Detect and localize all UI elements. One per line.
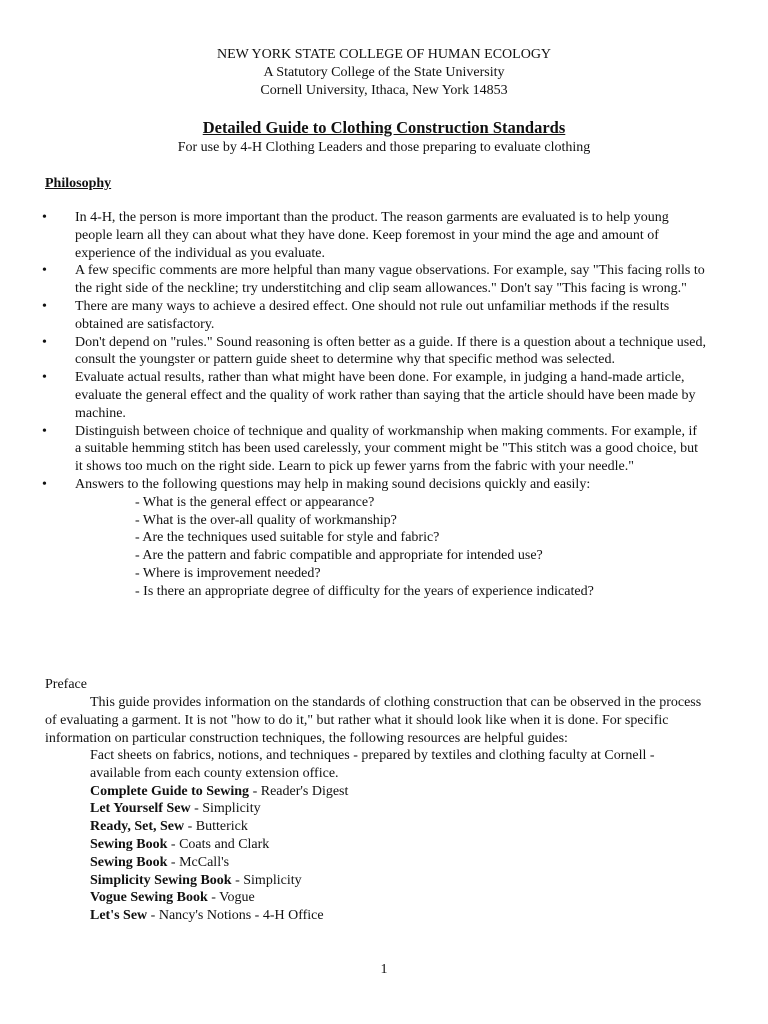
philosophy-heading: Philosophy (45, 176, 112, 191)
list-item-text: Don't depend on "rules." Sound reasoning is often better as a guide. If there is a question about a technique used, consult the youngster or pattern guide sheet to determine why that specific method was selected. (75, 334, 706, 368)
question-item: - Is there an appropriate degree of difficulty for the years of experience indicated? (135, 583, 594, 599)
institution-name: NEW YORK STATE COLLEGE OF HUMAN ECOLOGY (216, 47, 552, 62)
resource-source: - Vogue (207, 890, 255, 906)
resource-item (90, 783, 710, 801)
list-item-text: A few specific comments are more helpful than many vague observations. For example, say "This facing rolls to the right side of the neckline; try understitching and clip seam allowances." Don't say "This facing is wrong." (75, 263, 705, 297)
list-item-text: In 4-H, the person is more important than the product. The reason garments are evaluated is to help young people learn all they can about what they have done. Keep foremost in your mind the age and amount of experience of the individual as you evaluate. (75, 210, 669, 261)
resource-item (90, 818, 710, 836)
document-header (0, 46, 768, 99)
institution-address: Cornell University, Ithaca, New York 14853 (260, 82, 508, 98)
title-block (0, 118, 768, 157)
list-item (0, 209, 768, 262)
list-item (0, 423, 768, 476)
resource-title: Let Yourself Sew (90, 801, 191, 817)
resource-item (90, 854, 710, 872)
page-number: 1 (380, 962, 388, 977)
bullet-icon: • (42, 370, 47, 386)
evaluation-questions (0, 494, 768, 601)
question-item: - Are the techniques used suitable for style and fabric? (135, 530, 440, 546)
resource-list (90, 747, 710, 925)
list-item-text: Answers to the following questions may help in making sound decisions quickly and easily: (75, 476, 591, 492)
bullet-icon: • (42, 476, 47, 492)
resource-title: Vogue Sewing Book (90, 890, 208, 906)
question-item: - What is the over-all quality of workmanship? (135, 512, 397, 528)
document-title: Detailed Guide to Clothing Construction Standards (202, 118, 566, 137)
resource-title: Ready, Set, Sew (90, 819, 185, 835)
bullet-icon: • (42, 263, 47, 279)
resources-intro: Fact sheets on fabrics, notions, and techniques - prepared by textiles and clothing faculty at Cornell - available from each county extension office. (90, 748, 655, 781)
document-subtitle: For use by 4-H Clothing Leaders and those preparing to evaluate clothing (177, 140, 591, 155)
question-item: - Where is improvement needed? (135, 565, 321, 581)
resource-title: Let's Sew (90, 908, 148, 924)
list-item-text: Distinguish between choice of technique and quality of workmanship when making comments. For example, if a suitable hemming stitch has been used carelessly, your comment might be "This stitch was a good choice, but it shows too much on the right side. Learn to pick up fewer yarns from the fabric with your needle." (75, 423, 698, 475)
philosophy-list (0, 209, 768, 601)
question-item: - What is the general effect or appearance? (135, 494, 375, 510)
institution-statute: A Statutory College of the State University (263, 64, 505, 80)
bullet-icon: • (42, 210, 47, 225)
resource-source: - Butterick (184, 819, 248, 835)
resource-item (90, 907, 710, 925)
list-item (0, 476, 768, 494)
resource-title: Complete Guide to Sewing (90, 783, 250, 799)
resource-title: Simplicity Sewing Book (90, 872, 232, 888)
resource-title: Sewing Book (90, 854, 168, 870)
resource-title: Sewing Book (90, 836, 168, 852)
list-item-text: Evaluate actual results, rather than what might have been done. For example, in judging a hand-made article, evaluate the general effect and the quality of work rather than saying that the article should have been made by machine. (75, 370, 696, 421)
list-item (0, 369, 768, 422)
resource-item (90, 800, 710, 818)
resource-item (90, 889, 710, 907)
preface-heading: Preface (45, 677, 87, 692)
list-item (0, 334, 768, 370)
bullet-icon: • (42, 423, 47, 439)
resource-source: - Reader's Digest (249, 783, 349, 799)
resource-item (90, 836, 710, 854)
resource-source: - Simplicity (231, 872, 302, 888)
resource-source: - Coats and Clark (167, 836, 270, 852)
resource-item (90, 872, 710, 890)
list-item-text: There are many ways to achieve a desired effect. One should not rule out unfamiliar methods if the results obtained are satisfactory. (75, 298, 670, 332)
list-item (0, 262, 768, 298)
question-item: - Are the pattern and fabric compatible and appropriate for intended use? (135, 548, 543, 564)
resource-source: - Simplicity (190, 801, 261, 817)
resource-source: - Nancy's Notions - 4-H Office (147, 908, 324, 924)
bullet-icon: • (42, 298, 47, 314)
preface-paragraph: This guide provides information on the standards of clothing construction that can be observed in the process of evaluating a garment. It is not "how to do it," but rather what it should look like when it is done. For specific information on particular construction techniques, the following resources are helpful guides: (45, 695, 702, 746)
list-item (0, 298, 768, 334)
resource-source: - McCall's (167, 854, 230, 870)
bullet-icon: • (42, 334, 47, 350)
